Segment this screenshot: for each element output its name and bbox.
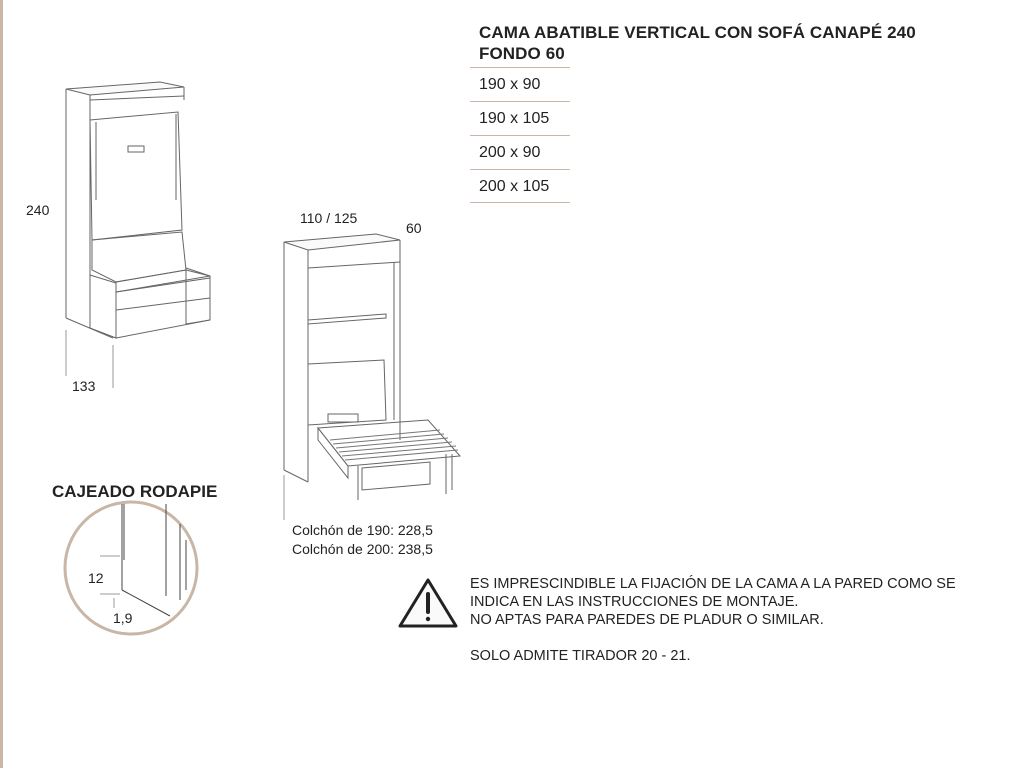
- depth-open-dimension: 133: [72, 378, 96, 394]
- size-table: [470, 67, 570, 203]
- title-line-2: FONDO 60: [479, 44, 565, 63]
- size-row: 200 x 90: [470, 135, 570, 169]
- open-cabinet-drawing: [284, 234, 460, 520]
- detail-height: 12: [88, 570, 104, 586]
- notice-line-4: SOLO ADMITE TIRADOR 20 - 21.: [470, 648, 691, 664]
- notice-line-2: INDICA EN LAS INSTRUCCIONES DE MONTAJE.: [470, 594, 799, 610]
- notice-line-1: ES IMPRESCINDIBLE LA FIJACIÓN DE LA CAMA A LA PARED COMO SE: [470, 576, 956, 592]
- height-dimension: 240: [26, 202, 50, 218]
- product-title: [479, 22, 959, 64]
- detail-depth: 1,9: [113, 610, 133, 626]
- size-row: 200 x 105: [470, 169, 570, 203]
- mattress-190-dimension: Colchón de 190: 228,5: [292, 522, 433, 538]
- width-dimension: 110 / 125: [300, 210, 358, 226]
- size-row: 190 x 90: [470, 67, 570, 101]
- installation-notice: [470, 575, 1010, 665]
- detail-title: CAJEADO RODAPIE: [52, 482, 218, 501]
- title-line-1: CAMA ABATIBLE VERTICAL CON SOFÁ CANAPÉ 240: [479, 23, 916, 42]
- depth-dimension: 60: [406, 220, 422, 236]
- closed-cabinet-drawing: [66, 82, 210, 388]
- notice-line-3: NO APTAS PARA PAREDES DE PLADUR O SIMILAR.: [470, 612, 824, 628]
- mattress-200-dimension: Colchón de 200: 238,5: [292, 541, 433, 557]
- warning-triangle-icon: [400, 580, 456, 626]
- size-row: 190 x 105: [470, 101, 570, 135]
